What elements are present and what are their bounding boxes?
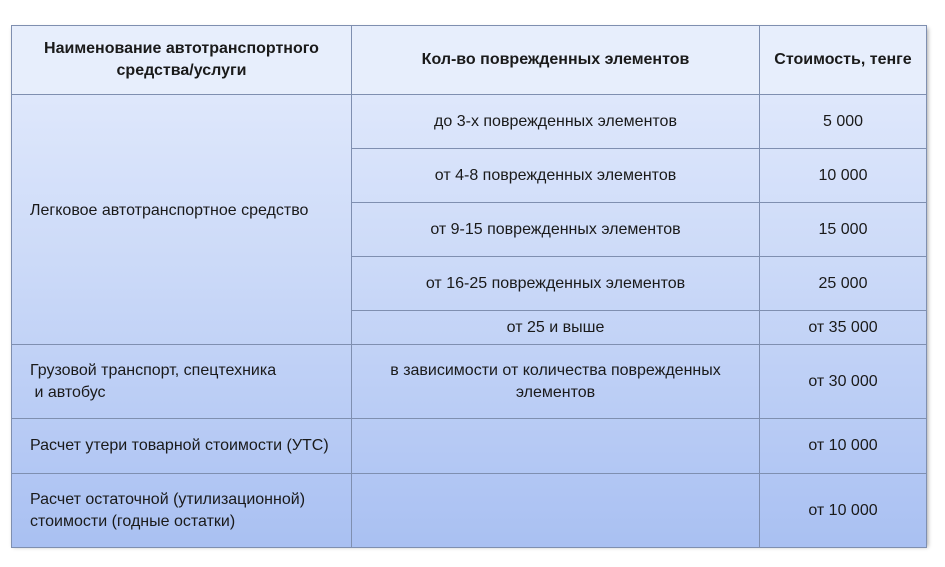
truck-name-line2: и автобус bbox=[30, 383, 106, 401]
count-cell: от 9-15 поврежденных элементов bbox=[352, 203, 760, 257]
table-row bbox=[12, 474, 927, 548]
table-row bbox=[12, 419, 927, 474]
price-cell: 5 000 bbox=[760, 95, 927, 149]
count-cell: от 4-8 поврежденных элементов bbox=[352, 149, 760, 203]
price-cell: от 35 000 bbox=[760, 311, 927, 345]
residual-price-cell: от 10 000 bbox=[760, 474, 927, 548]
header-name: Наименование автотранспортного средства/услуги bbox=[12, 26, 352, 95]
truck-count-cell: в зависимости от количества поврежденных элементов bbox=[352, 345, 760, 419]
table-row bbox=[12, 345, 927, 419]
truck-name-line1: Грузовой транспорт, спецтехника bbox=[30, 361, 277, 379]
table-header-row bbox=[12, 26, 927, 95]
price-table-container bbox=[11, 25, 926, 544]
residual-count-cell bbox=[352, 474, 760, 548]
price-cell: 15 000 bbox=[760, 203, 927, 257]
uts-count-cell bbox=[352, 419, 760, 474]
price-cell: 25 000 bbox=[760, 257, 927, 311]
truck-price-cell: от 30 000 bbox=[760, 345, 927, 419]
price-cell: 10 000 bbox=[760, 149, 927, 203]
residual-name-cell: Расчет остаточной (утилизационной) стоимости (годные остатки) bbox=[12, 474, 352, 548]
count-cell: от 25 и выше bbox=[352, 311, 760, 345]
uts-price-cell: от 10 000 bbox=[760, 419, 927, 474]
car-name-cell: Легковое автотранспортное средство bbox=[12, 95, 352, 345]
table-row bbox=[12, 95, 927, 149]
count-cell: до 3-х поврежденных элементов bbox=[352, 95, 760, 149]
header-count: Кол-во поврежденных элементов bbox=[352, 26, 760, 95]
uts-name-cell: Расчет утери товарной стоимости (УТС) bbox=[12, 419, 352, 474]
price-table bbox=[11, 25, 927, 548]
count-cell: от 16-25 поврежденных элементов bbox=[352, 257, 760, 311]
truck-name-cell bbox=[12, 345, 352, 419]
header-price: Стоимость, тенге bbox=[760, 26, 927, 95]
